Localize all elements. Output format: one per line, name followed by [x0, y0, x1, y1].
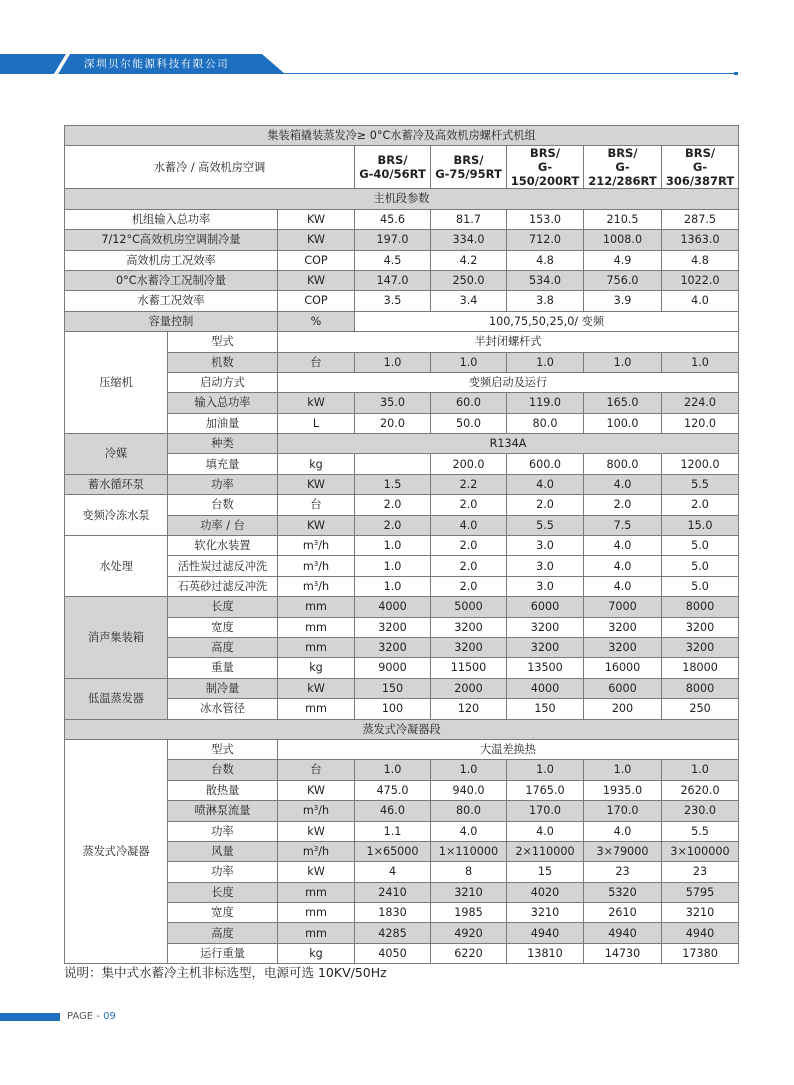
value-cell: 600.0 — [507, 454, 584, 474]
value-cell: 6000 — [507, 597, 584, 617]
value-cell: 1×65000 — [355, 841, 431, 861]
value-cell: 15.0 — [662, 515, 739, 535]
value-cell: 4940 — [584, 923, 662, 943]
value-cell: 2610 — [584, 903, 662, 923]
value-cell: 4.8 — [507, 250, 584, 270]
row-unit: kg — [278, 454, 355, 474]
row-label: 容量控制 — [65, 311, 278, 331]
value-cell: 3.9 — [584, 291, 662, 311]
row-label: 功率 — [168, 821, 278, 841]
section-row — [65, 189, 739, 209]
header-rule-end — [734, 72, 738, 75]
value-cell: 712.0 — [507, 230, 584, 250]
value-cell: 120 — [431, 699, 507, 719]
value-cell: 5.0 — [662, 556, 739, 576]
value-cell: 2.0 — [431, 536, 507, 556]
value-cell: 5.5 — [662, 474, 739, 494]
value-cell: 7.5 — [584, 515, 662, 535]
value-cell: 2.0 — [662, 495, 739, 515]
value-cell: 2.0 — [431, 495, 507, 515]
row-label: 启动方式 — [168, 372, 278, 392]
value-cell: 4920 — [431, 923, 507, 943]
model-cell: BRS/ G-150/200RT — [507, 146, 584, 189]
row-unit: KW — [278, 780, 355, 800]
merged-value: 大温差换热 — [278, 739, 739, 759]
footer-accent-bar — [0, 1013, 60, 1021]
value-cell: 3200 — [355, 637, 431, 657]
table-row — [65, 270, 739, 290]
value-cell: 3200 — [507, 637, 584, 657]
value-cell: 120.0 — [662, 413, 739, 433]
merged-value: 半封闭螺杆式 — [278, 332, 739, 352]
value-cell: 4.0 — [507, 474, 584, 494]
group-label: 蒸发式冷凝器 — [65, 739, 168, 963]
model-cell: BRS/ G-40/56RT — [355, 146, 431, 189]
value-cell: 2.0 — [507, 495, 584, 515]
row-unit: $m^3/h$ — [278, 801, 355, 821]
model-cell: BRS/ G-306/387RT — [662, 146, 739, 189]
value-cell: 13810 — [507, 943, 584, 963]
value-cell: 1.0 — [355, 556, 431, 576]
value-cell: 230.0 — [662, 801, 739, 821]
value-cell: 4.8 — [662, 250, 739, 270]
row-label: 活性炭过滤反冲洗 — [168, 556, 278, 576]
title-row — [65, 126, 739, 146]
value-cell: 287.5 — [662, 209, 739, 229]
value-cell: 165.0 — [584, 393, 662, 413]
row-unit: mm — [278, 903, 355, 923]
row-label: 机组输入总功率 — [65, 209, 278, 229]
value-cell: 3200 — [662, 637, 739, 657]
row-label: 高效机房工况效率 — [65, 250, 278, 270]
row-label: 长度 — [168, 882, 278, 902]
value-cell: 534.0 — [507, 270, 584, 290]
row-label: 高度 — [168, 923, 278, 943]
value-cell: 3210 — [507, 903, 584, 923]
table-row — [65, 311, 739, 331]
value-cell: 2.0 — [431, 576, 507, 596]
row-unit: $m^3/h$ — [278, 556, 355, 576]
value-cell: 3210 — [662, 903, 739, 923]
row-unit: mm — [278, 637, 355, 657]
row-unit: KW — [278, 209, 355, 229]
value-cell: 4.0 — [584, 556, 662, 576]
value-cell: 119.0 — [507, 393, 584, 413]
row-label: 重量 — [168, 658, 278, 678]
row-label: 输入总功率 — [168, 393, 278, 413]
value-cell: 2620.0 — [662, 780, 739, 800]
row-label: 7/12°C高效机房空调制冷量 — [65, 230, 278, 250]
row-label: 功率 — [168, 474, 278, 494]
row-label: 长度 — [168, 597, 278, 617]
value-cell: 3.4 — [431, 291, 507, 311]
row-unit: kW — [278, 678, 355, 698]
section-main: 主机段参数 — [65, 189, 739, 209]
value-cell: 9000 — [355, 658, 431, 678]
row-unit: $m^3/h$ — [278, 841, 355, 861]
row-label: 宽度 — [168, 617, 278, 637]
table-row — [65, 209, 739, 229]
model-row — [65, 146, 739, 189]
value-cell: 3.0 — [507, 576, 584, 596]
value-cell: 200.0 — [431, 454, 507, 474]
value-cell: 3.0 — [507, 536, 584, 556]
row-unit: KW — [278, 474, 355, 494]
value-cell: 46.0 — [355, 801, 431, 821]
row-unit: mm — [278, 699, 355, 719]
table-title: 集装箱撬装蒸发冷≥ 0°C水蓄冷及高效机房螺杆式机组 — [65, 126, 739, 146]
value-cell: 4.9 — [584, 250, 662, 270]
value-cell: 1.0 — [507, 352, 584, 372]
value-cell: 100.0 — [584, 413, 662, 433]
value-cell: 23 — [662, 862, 739, 882]
row-unit: 台 — [278, 495, 355, 515]
group-label: 水处理 — [65, 536, 168, 597]
value-cell: 1.0 — [355, 352, 431, 372]
value-cell: 3200 — [355, 617, 431, 637]
row-label: 加油量 — [168, 413, 278, 433]
value-cell: 5795 — [662, 882, 739, 902]
row-label: 水蓄工况效率 — [65, 291, 278, 311]
value-cell: 1363.0 — [662, 230, 739, 250]
value-cell: 4285 — [355, 923, 431, 943]
value-cell: 4.0 — [431, 821, 507, 841]
value-cell: 4020 — [507, 882, 584, 902]
row-unit: mm — [278, 882, 355, 902]
row-unit: % — [278, 311, 355, 331]
table-row — [65, 250, 739, 270]
value-cell: 2410 — [355, 882, 431, 902]
row-label: 填充量 — [168, 454, 278, 474]
value-cell: 147.0 — [355, 270, 431, 290]
value-cell: 1.0 — [431, 352, 507, 372]
table-row — [65, 678, 739, 698]
row-unit: $m^3/h$ — [278, 536, 355, 556]
value-cell: 1×110000 — [431, 841, 507, 861]
value-cell: 3200 — [507, 617, 584, 637]
row-label: 种类 — [168, 434, 278, 454]
merged-value: R134A — [278, 434, 739, 454]
row-unit: mm — [278, 617, 355, 637]
value-cell: 1.0 — [355, 760, 431, 780]
value-cell: 1830 — [355, 903, 431, 923]
value-cell: 1.0 — [662, 760, 739, 780]
value-cell: 5.5 — [507, 515, 584, 535]
value-cell: 150 — [507, 699, 584, 719]
row-label: 冰水管径 — [168, 699, 278, 719]
value-cell: 20.0 — [355, 413, 431, 433]
value-cell: 3×100000 — [662, 841, 739, 861]
table-row — [65, 495, 739, 515]
footnote: 说明：集中式水蓄冷主机非标选型，电源可选 10KV/50Hz — [64, 965, 387, 980]
value-cell: 6220 — [431, 943, 507, 963]
row-label: 软化水装置 — [168, 536, 278, 556]
value-cell: 1.5 — [355, 474, 431, 494]
row-label: 制冷量 — [168, 678, 278, 698]
value-cell: 80.0 — [507, 413, 584, 433]
value-cell: 4.5 — [355, 250, 431, 270]
row-unit: COP — [278, 250, 355, 270]
value-cell: 150 — [355, 678, 431, 698]
value-cell: 1765.0 — [507, 780, 584, 800]
value-cell: 13500 — [507, 658, 584, 678]
value-cell: 8000 — [662, 678, 739, 698]
value-cell: 1985 — [431, 903, 507, 923]
value-cell: 3200 — [431, 617, 507, 637]
value-cell: 60.0 — [431, 393, 507, 413]
value-cell: 6000 — [584, 678, 662, 698]
value-cell: 1935.0 — [584, 780, 662, 800]
section-condenser: 蒸发式冷凝器段 — [65, 719, 739, 739]
value-cell: 1022.0 — [662, 270, 739, 290]
value-cell: 17380 — [662, 943, 739, 963]
group-label: 消声集装箱 — [65, 597, 168, 679]
row-unit: kW — [278, 862, 355, 882]
row-unit: KW — [278, 270, 355, 290]
value-cell: 18000 — [662, 658, 739, 678]
value-cell: 1.0 — [662, 352, 739, 372]
row-label: 宽度 — [168, 903, 278, 923]
row-label: 型式 — [168, 332, 278, 352]
value-cell: 5.5 — [662, 821, 739, 841]
value-cell: 4.0 — [662, 291, 739, 311]
value-cell: 1.1 — [355, 821, 431, 841]
table-row — [65, 332, 739, 352]
value-cell: 1.0 — [507, 760, 584, 780]
header-rule — [280, 73, 735, 74]
value-cell: 170.0 — [584, 801, 662, 821]
value-cell: 1008.0 — [584, 230, 662, 250]
value-cell: 224.0 — [662, 393, 739, 413]
row-unit: COP — [278, 291, 355, 311]
row-label: 机数 — [168, 352, 278, 372]
value-cell: 475.0 — [355, 780, 431, 800]
value-cell: 8 — [431, 862, 507, 882]
value-cell: 4.0 — [584, 576, 662, 596]
table-row — [65, 434, 739, 454]
value-cell: 170.0 — [507, 801, 584, 821]
value-cell: 80.0 — [431, 801, 507, 821]
row-unit: mm — [278, 597, 355, 617]
group-label: 冷媒 — [65, 434, 168, 475]
row-unit: KW — [278, 230, 355, 250]
value-cell: 1.0 — [355, 536, 431, 556]
spec-table — [64, 125, 739, 964]
merged-value: 变频启动及运行 — [278, 372, 739, 392]
value-cell: 100 — [355, 699, 431, 719]
value-cell: 3200 — [662, 617, 739, 637]
row-unit: kg — [278, 658, 355, 678]
value-cell: 4.0 — [507, 821, 584, 841]
value-cell: 5320 — [584, 882, 662, 902]
value-cell: 3×79000 — [584, 841, 662, 861]
value-cell: 2.0 — [355, 515, 431, 535]
value-cell: 4.0 — [584, 821, 662, 841]
value-cell: 940.0 — [431, 780, 507, 800]
value-cell: 4.0 — [584, 536, 662, 556]
value-cell: 3200 — [431, 637, 507, 657]
group-label: 蓄水循环泵 — [65, 474, 168, 494]
value-cell: 14730 — [584, 943, 662, 963]
value-cell: 2.2 — [431, 474, 507, 494]
row-unit: $m^3/h$ — [278, 576, 355, 596]
merged-value: 100,75,50,25,0/ 变频 — [355, 311, 739, 331]
value-cell: 197.0 — [355, 230, 431, 250]
value-cell: 2×110000 — [507, 841, 584, 861]
value-cell: 4940 — [507, 923, 584, 943]
value-cell: 153.0 — [507, 209, 584, 229]
value-cell: 45.6 — [355, 209, 431, 229]
value-cell: 15 — [507, 862, 584, 882]
value-cell: 8000 — [662, 597, 739, 617]
value-cell: 756.0 — [584, 270, 662, 290]
value-cell: 1200.0 — [662, 454, 739, 474]
value-cell: 4 — [355, 862, 431, 882]
row-unit: 台 — [278, 352, 355, 372]
value-cell: 3.0 — [507, 556, 584, 576]
value-cell: 50.0 — [431, 413, 507, 433]
group-label: 变频冷冻水泵 — [65, 495, 168, 536]
value-cell: 5.0 — [662, 536, 739, 556]
value-cell: 16000 — [584, 658, 662, 678]
value-cell: 334.0 — [431, 230, 507, 250]
table-row — [65, 597, 739, 617]
row-label: 高度 — [168, 637, 278, 657]
value-cell: 200 — [584, 699, 662, 719]
row-label: 喷淋泵流量 — [168, 801, 278, 821]
value-cell: 2000 — [431, 678, 507, 698]
value-cell: 800.0 — [584, 454, 662, 474]
value-cell: 3210 — [431, 882, 507, 902]
row-unit: 台 — [278, 760, 355, 780]
row-label: 风量 — [168, 841, 278, 861]
row-label: 功率 / 台 — [168, 515, 278, 535]
value-cell: 210.5 — [584, 209, 662, 229]
model-cell: BRS/ G-212/286RT — [584, 146, 662, 189]
group-label: 低温蒸发器 — [65, 678, 168, 719]
row-unit: KW — [278, 515, 355, 535]
value-cell: 5.0 — [662, 576, 739, 596]
value-cell: 4050 — [355, 943, 431, 963]
value-cell: 1.0 — [355, 576, 431, 596]
value-cell: 1.0 — [584, 760, 662, 780]
value-cell: 7000 — [584, 597, 662, 617]
table-row — [65, 536, 739, 556]
value-cell: 2.0 — [355, 495, 431, 515]
row-unit: kW — [278, 393, 355, 413]
value-cell: 4000 — [507, 678, 584, 698]
row-unit: kg — [278, 943, 355, 963]
value-cell: 11500 — [431, 658, 507, 678]
value-cell: 2.0 — [431, 556, 507, 576]
value-cell: 1.0 — [431, 760, 507, 780]
value-cell: 35.0 — [355, 393, 431, 413]
value-cell: 4.2 — [431, 250, 507, 270]
value-cell — [355, 454, 431, 474]
value-cell: 3200 — [584, 617, 662, 637]
row-unit: mm — [278, 923, 355, 943]
value-cell: 5000 — [431, 597, 507, 617]
row-unit: kW — [278, 821, 355, 841]
value-cell: 3.5 — [355, 291, 431, 311]
model-header: 水蓄冷 / 高效机房空调 — [65, 146, 355, 189]
row-label: 台数 — [168, 495, 278, 515]
value-cell: 81.7 — [431, 209, 507, 229]
value-cell: 250 — [662, 699, 739, 719]
value-cell: 3200 — [584, 637, 662, 657]
row-label: 型式 — [168, 739, 278, 759]
row-label: 散热量 — [168, 780, 278, 800]
row-label: 台数 — [168, 760, 278, 780]
value-cell: 2.0 — [584, 495, 662, 515]
table-row — [65, 474, 739, 494]
value-cell: 4000 — [355, 597, 431, 617]
value-cell: 3.8 — [507, 291, 584, 311]
row-label: 石英砂过滤反冲洗 — [168, 576, 278, 596]
table-row — [65, 230, 739, 250]
company-name: 深圳贝尔能源科技有限公司 — [84, 58, 230, 70]
value-cell: 4.0 — [431, 515, 507, 535]
group-label: 压缩机 — [65, 332, 168, 434]
row-unit: L — [278, 413, 355, 433]
table-row — [65, 739, 739, 759]
value-cell: 23 — [584, 862, 662, 882]
model-cell: BRS/ G-75/95RT — [431, 146, 507, 189]
row-label: 运行重量 — [168, 943, 278, 963]
row-label: 0°C水蓄冷工况制冷量 — [65, 270, 278, 290]
table-row — [65, 291, 739, 311]
value-cell: 1.0 — [584, 352, 662, 372]
value-cell: 4.0 — [584, 474, 662, 494]
row-label: 功率 — [168, 862, 278, 882]
section-row — [65, 719, 739, 739]
value-cell: 250.0 — [431, 270, 507, 290]
value-cell: 4940 — [662, 923, 739, 943]
page-number: PAGE - 09 — [67, 1011, 116, 1022]
